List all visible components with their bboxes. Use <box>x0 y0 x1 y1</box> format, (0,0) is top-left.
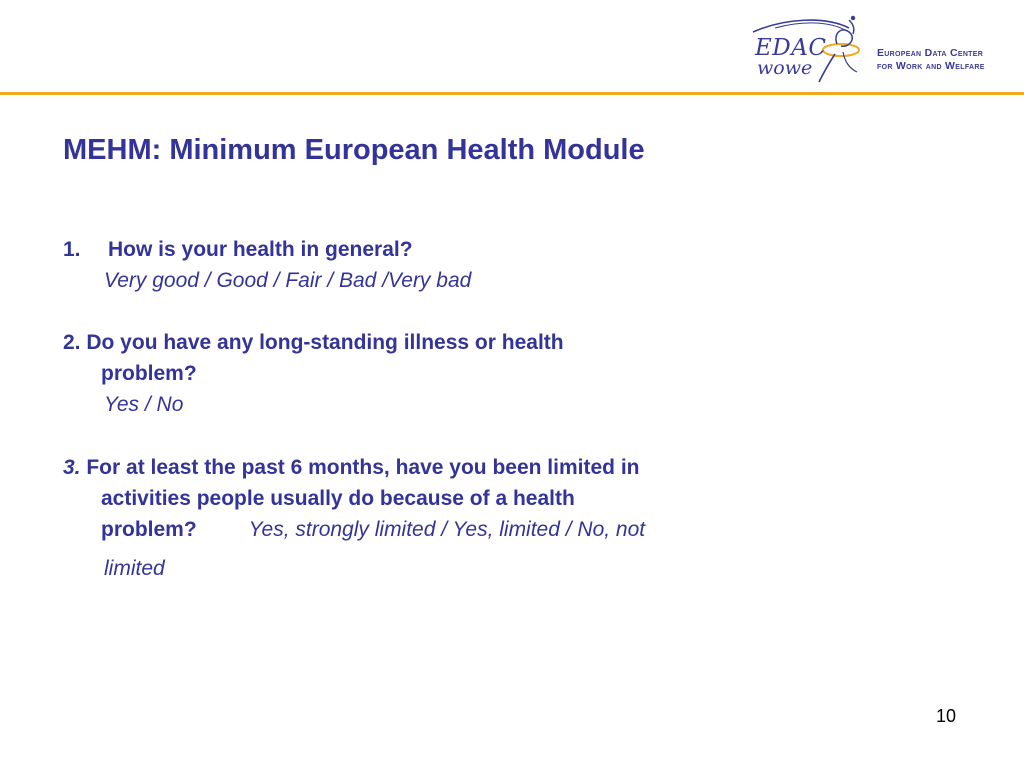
question-3-answers-line1: Yes, strongly limited / Yes, limited / No, not <box>248 518 646 541</box>
question-3-text-line2: activities people usually do because of a health <box>101 487 575 510</box>
question-3-answers-line2: limited <box>104 557 165 580</box>
logo-edac: EDAC <box>755 35 827 61</box>
question-3-text-line1 <box>63 452 645 483</box>
question-2-answers: Yes / No <box>104 393 184 416</box>
question-1-text-line <box>63 234 471 265</box>
question-2 <box>63 327 564 420</box>
organization-name <box>877 47 985 73</box>
question-3-number: 3. <box>63 456 81 479</box>
question-1-text: How is your health in general? <box>108 238 413 261</box>
page-number: 10 <box>936 706 957 726</box>
question-3 <box>63 452 645 584</box>
org-name-line2: for Work and Welfare <box>877 60 985 72</box>
question-2-number: 2. <box>63 331 81 354</box>
header-rule <box>0 92 1024 95</box>
question-3-text: For at least the past 6 months, have you been limited in <box>86 456 640 479</box>
question-2-text-line1 <box>63 327 564 358</box>
question-1 <box>63 234 471 296</box>
question-2-text: Do you have any long-standing illness or health <box>86 331 564 354</box>
edac-logo <box>745 14 1015 88</box>
question-1-answers: Very good / Good / Fair / Bad /Very bad <box>104 269 472 292</box>
logo-wowe: wowe <box>757 57 813 79</box>
org-name-line1: European Data Center <box>877 47 984 59</box>
question-3-text-line3-label: problem? <box>101 518 197 541</box>
slide-title: MEHM: Minimum European Health Module <box>63 134 645 166</box>
question-2-text-line2: problem? <box>101 362 197 385</box>
question-3-text-line3 <box>63 514 645 545</box>
question-1-number: 1. <box>63 238 81 261</box>
logo-wordmark <box>755 37 826 78</box>
